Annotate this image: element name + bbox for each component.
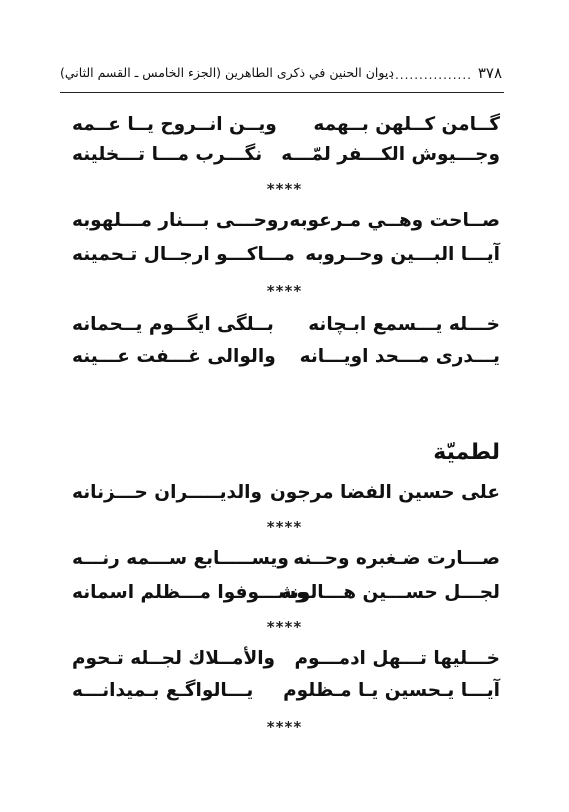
stanza-separator: **** — [266, 282, 303, 300]
book-title: ديوان الحنين في ذكرى الطاهرين (الجزء الخامس ـ القسم الثاني) — [60, 65, 394, 80]
verse-second-hemistich: بــلگى ايگــوم يــحمانه — [72, 314, 274, 335]
verse-first-hemistich: وجـــيوش الكـــفر لمّـــه — [281, 144, 500, 165]
verse-first-hemistich: آيـــا البـــين وحــروبه — [305, 244, 500, 265]
verse-second-hemistich: وشـــوفوا مـــظلم اسمانه — [72, 582, 308, 603]
verse-line — [60, 114, 500, 144]
verse-line — [60, 548, 500, 578]
verse-second-hemistich: روحـــى بـــنار مـــلهوبه — [72, 210, 290, 231]
verse-line — [60, 144, 500, 174]
verse-first-hemistich: لجـــل حســـين هـــالونه — [280, 582, 500, 603]
verse-second-hemistich: مـــاكـــو ارجــال تـحمينه — [72, 244, 295, 265]
running-header — [60, 62, 502, 86]
header-dot-leader: .................. — [385, 68, 472, 82]
verse-line — [60, 346, 500, 376]
verse-second-hemistich: ويســـــابع ســـمه رنـــه — [72, 548, 289, 569]
verse-first-hemistich: صـــارت ضـغبره وحــنه — [293, 548, 500, 569]
verse-first-hemistich: صــاحت وهــي مـرعوبه — [289, 210, 500, 231]
stanza-separator: **** — [266, 180, 303, 198]
verse-first-hemistich: على حسين الفضا مرجون — [269, 482, 500, 503]
page-number: ٣٧٨ — [477, 64, 502, 82]
verse-first-hemistich: يـــدرى مـــحد اويـــانه — [299, 346, 500, 367]
verse-second-hemistich: والديـــــران حـــزنانه — [72, 482, 262, 503]
verse-second-hemistich: والوالى غـــفت عـــينه — [72, 346, 276, 367]
verse-second-hemistich: والأمــلاك لجــله تـحوم — [72, 648, 276, 669]
verse-line — [60, 482, 500, 512]
verse-line — [60, 680, 500, 710]
stanza-separator: **** — [266, 618, 303, 636]
section-title: لطميّة — [433, 440, 500, 465]
header-rule — [60, 92, 504, 93]
verse-first-hemistich: خـــله يـــسمع ابـچانه — [308, 314, 500, 335]
stanza-separator: **** — [266, 718, 303, 736]
verse-first-hemistich: خـــليها تـــهل ادمـــوم — [294, 648, 500, 669]
stanza-separator: **** — [266, 518, 303, 536]
verse-second-hemistich: يـــالواگـع بـميدانـــه — [72, 680, 254, 701]
verse-second-hemistich: نگـــرب مـــا تـــخلينه — [72, 144, 263, 165]
verse-line — [60, 210, 500, 240]
verse-line — [60, 648, 500, 678]
verse-first-hemistich: گــامن كــلهن بــهمه — [313, 114, 500, 135]
verse-line — [60, 244, 500, 274]
verse-line — [60, 582, 500, 612]
verse-second-hemistich: ويــن انــروح يــا عــمه — [72, 114, 277, 135]
verse-line — [60, 314, 500, 344]
verse-first-hemistich: آيـــا يـحسين يـا مـظلوم — [283, 680, 500, 701]
